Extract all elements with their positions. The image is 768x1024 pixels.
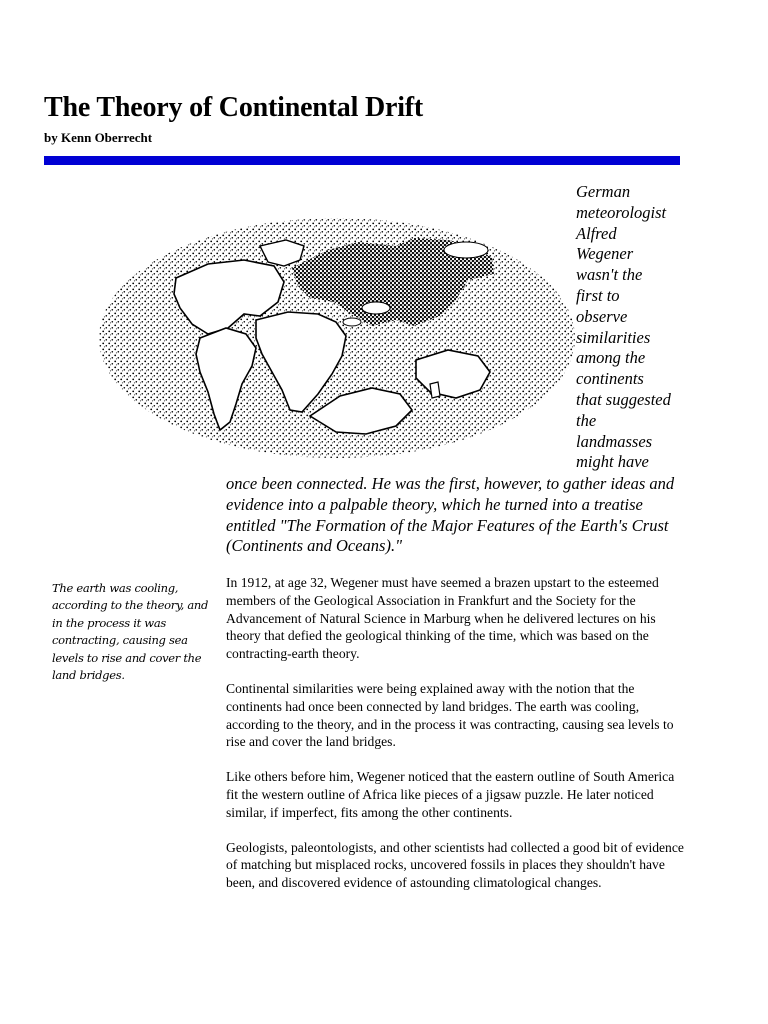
body-paragraph: In 1912, at age 32, Wegener must have seemed a brazen upstart to the esteemed members of the Geological Association in Frankfurt and the Society for the Advancement of Natural Science in Marburg when he delivered lectures on his theory that defied the geological thinking of the time, which was based on the contracting-earth theory. [226, 575, 659, 662]
intro-line: landmasses [576, 431, 653, 451]
pull-quote: The earth was cooling, according to the theory, and in the process it was contracting, causing sea levels to rise and cover the land bridges. [52, 581, 209, 683]
intro-continuation: once been connected. He was the first, however, to gather ideas and evidence into a palpable theory, which he turned into a treatise entitled "The Formation of the Major Features of the Earth's Crust (Continents and Oceans)." [226, 474, 675, 556]
intro-line: similarities [576, 327, 651, 347]
intro-line: among the [576, 348, 646, 368]
intro-line: Alfred [576, 223, 617, 243]
body-paragraph: Like others before him, Wegener noticed that the eastern outline of South America fit the western outline of Africa like pieces of a jigsaw puzzle. He later noticed similar, if imperfect, fits among the other continents. [226, 769, 675, 820]
body-paragraph: Geologists, paleontologists, and other scientists had collected a good bit of evidence of matching but misplaced rocks, uncovered fossils in places they shouldn't have been, and discovered evidence of astounding climatological changes. [226, 839, 684, 891]
intro-line: Wegener [576, 244, 634, 264]
world-map-illustration [96, 216, 578, 460]
intro-line: that suggested [576, 389, 671, 409]
intro-line: first to [576, 285, 620, 305]
intro-line: the [576, 410, 597, 430]
intro-line: German [576, 182, 631, 201]
byline: by Kenn Oberrecht [44, 130, 153, 145]
intro-line: might have [576, 452, 649, 472]
body-paragraph: Continental similarities were being explained away with the notion that the continents had once been connected by land bridges. The earth was cooling, according to the theory, and in the process it was contracting, causing sea levels to rise and cover the land bridges. [226, 680, 674, 750]
article-body [226, 574, 686, 909]
intro-line: observe [576, 306, 628, 326]
intro-line: meteorologist [576, 202, 667, 222]
intro-line: wasn't the [576, 265, 643, 285]
title-divider [44, 156, 680, 165]
island-landmass [430, 382, 440, 398]
page-title: The Theory of Continental Drift [44, 92, 424, 123]
intro-column [576, 182, 688, 473]
intro-line: continents [576, 369, 644, 389]
